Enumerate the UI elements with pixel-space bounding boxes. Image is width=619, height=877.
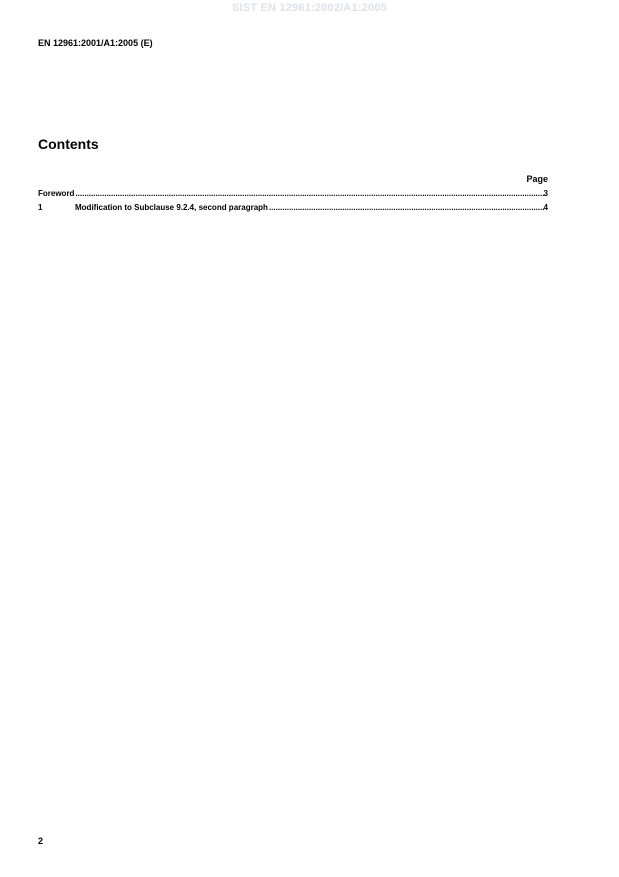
toc-entry-number: 1 <box>38 203 43 212</box>
toc-entry-page: 3 <box>543 189 548 198</box>
toc-dot-leader <box>269 203 544 212</box>
toc-entry-page: 4 <box>543 203 548 212</box>
page-number: 2 <box>38 836 44 846</box>
watermark-text: SIST EN 12961:2002/A1:2005 <box>231 2 388 14</box>
toc-dot-leader <box>75 189 543 198</box>
toc-entry-foreword[interactable] <box>38 189 548 203</box>
contents-heading: Contents <box>38 136 99 152</box>
toc-entry-label: Modification to Subclause 9.2.4, second paragraph <box>75 203 268 212</box>
toc-entry-modification[interactable] <box>38 203 548 217</box>
toc-entry-label: Foreword <box>38 189 75 198</box>
table-of-contents <box>38 174 548 217</box>
page-column-label: Page <box>526 174 548 184</box>
document-header: EN 12961:2001/A1:2005 (E) <box>38 38 153 48</box>
